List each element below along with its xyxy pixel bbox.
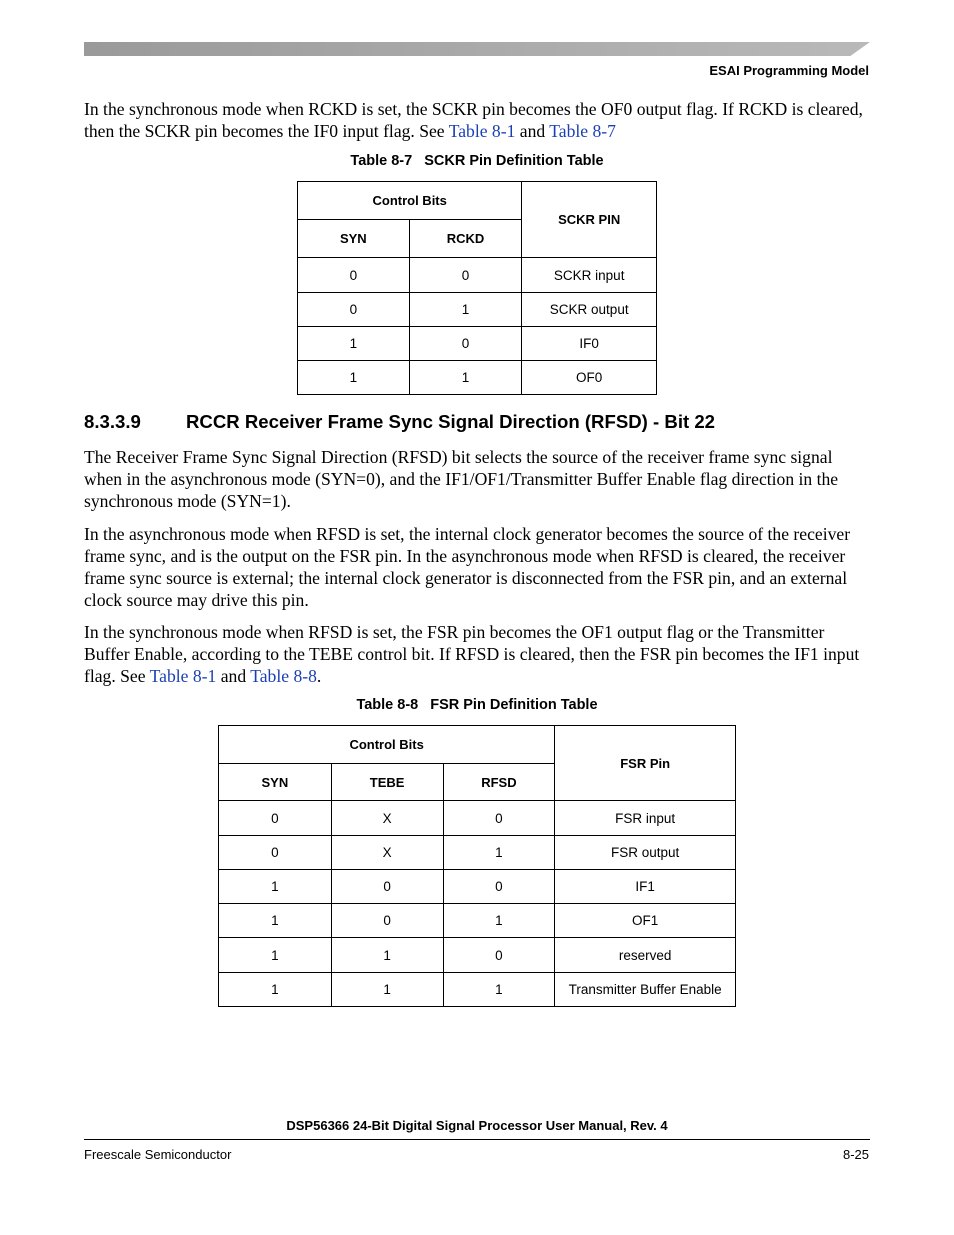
- paragraph-text: In the synchronous mode when RFSD is set, the FSR pin becomes the OF1 output flag or the Transmitter Buffer Enable, according to the TEBE control bit. If RFSD is cleared, then the FSR pin becomes the IF1 input flag. See: [84, 622, 860, 686]
- table-row: [298, 361, 657, 395]
- table-cell: 1: [443, 836, 555, 870]
- footer-company: Freescale Semiconductor: [84, 1147, 232, 1162]
- table-row: [219, 870, 736, 904]
- table-row: [298, 293, 657, 327]
- table-row: [219, 801, 736, 836]
- paragraph-rfsd-intro: The Receiver Frame Sync Signal Direction (RFSD) bit selects the source of the receiver frame sync signal when in the asynchronous mode (SYN=0), and the IF1/OF1/Transmitter Buffer Enable flag direction in the synchronous mode (SYN=1).: [84, 447, 839, 511]
- table-row: [219, 904, 736, 938]
- table-cell: 0: [219, 836, 332, 870]
- syn-header: SYN: [219, 764, 332, 801]
- table-cell: 1: [298, 361, 410, 395]
- paragraph-text: In the synchronous mode when RCKD is set, the SCKR pin becomes the OF0 output flag. If RCKD is cleared, then the SCKR pin becomes the IF0 input flag. See: [84, 99, 863, 141]
- table-cell: 1: [219, 904, 332, 938]
- sckr-pin-table: [297, 181, 657, 395]
- link-table-8-8[interactable]: Table 8-8: [250, 666, 317, 686]
- table-cell: 0: [298, 293, 410, 327]
- table-cell: OF1: [555, 904, 736, 938]
- table-cell: X: [331, 836, 443, 870]
- table-cell: 1: [298, 327, 410, 361]
- footer-manual-title: DSP56366 24-Bit Digital Signal Processor User Manual, Rev. 4: [286, 1118, 668, 1133]
- control-bits-header: Control Bits: [298, 182, 522, 220]
- fsr-pin-table: [218, 725, 736, 1007]
- section-title: RCCR Receiver Frame Sync Signal Direction (RFSD) - Bit 22: [186, 411, 716, 432]
- table-cell: 1: [219, 870, 332, 904]
- table-8-7-caption: [0, 153, 954, 169]
- table-cell: 0: [443, 870, 555, 904]
- table-cell: 0: [331, 870, 443, 904]
- table-cell: 1: [409, 361, 522, 395]
- caption-number: Table 8-7: [350, 153, 413, 169]
- control-bits-header: Control Bits: [219, 726, 555, 764]
- table-cell: 1: [219, 938, 332, 973]
- paragraph-text: .: [316, 666, 322, 686]
- tebe-header: TEBE: [331, 764, 443, 801]
- table-cell: IF0: [522, 327, 657, 361]
- rfsd-header: RFSD: [443, 764, 555, 801]
- caption-title: SCKR Pin Definition Table: [424, 153, 604, 169]
- table-row: [219, 836, 736, 870]
- footer-divider: [84, 1139, 870, 1140]
- paragraph-sckr: [84, 98, 874, 142]
- table-cell: SCKR output: [522, 293, 657, 327]
- table-cell: 1: [443, 973, 555, 1007]
- paragraph-async-mode: In the asynchronous mode when RFSD is set, the internal clock generator becomes the source of the receiver frame sync, and is the output on the FSR pin. In the asynchronous mode when RFSD is cleared, the receiver frame sync source is external; the internal clock generator is disconnected from the FSR pin, and an external clock source may drive this pin.: [84, 524, 851, 610]
- table-cell: 1: [219, 973, 332, 1007]
- table-cell: 0: [331, 904, 443, 938]
- caption-number: Table 8-8: [356, 697, 419, 713]
- table-cell: 1: [331, 938, 443, 973]
- table-cell: FSR input: [555, 801, 736, 836]
- syn-header: SYN: [298, 220, 410, 258]
- paragraph-text: and: [216, 666, 251, 686]
- table-cell: SCKR input: [522, 258, 657, 293]
- table-cell: 1: [409, 293, 522, 327]
- table-cell: 0: [219, 801, 332, 836]
- paragraph-sync-mode: [84, 621, 874, 687]
- header-bar: [84, 42, 870, 56]
- link-table-8-1[interactable]: Table 8-1: [448, 121, 516, 141]
- table-row: [298, 327, 657, 361]
- rckd-header: RCKD: [409, 220, 522, 258]
- table-cell: X: [331, 801, 443, 836]
- link-table-8-1[interactable]: Table 8-1: [149, 666, 217, 686]
- table-cell: reserved: [555, 938, 736, 973]
- section-number: 8.3.3.9: [84, 411, 141, 432]
- paragraph-text: and: [515, 121, 550, 141]
- table-row: [298, 258, 657, 293]
- table-cell: 0: [409, 327, 522, 361]
- sckr-pin-header: SCKR PIN: [522, 182, 657, 258]
- table-cell: 0: [443, 801, 555, 836]
- table-row: [219, 938, 736, 973]
- table-cell: 0: [409, 258, 522, 293]
- table-cell: Transmitter Buffer Enable: [555, 973, 736, 1007]
- caption-title: FSR Pin Definition Table: [430, 697, 598, 713]
- table-cell: 0: [298, 258, 410, 293]
- table-cell: FSR output: [555, 836, 736, 870]
- table-cell: 0: [443, 938, 555, 973]
- table-8-8-caption: [0, 697, 954, 713]
- running-title: ESAI Programming Model: [709, 63, 869, 78]
- table-cell: 1: [443, 904, 555, 938]
- page-number: 8-25: [842, 1147, 869, 1162]
- table-cell: OF0: [522, 361, 657, 395]
- fsr-pin-header: FSR Pin: [555, 726, 736, 801]
- table-row: [219, 973, 736, 1007]
- table-cell: IF1: [555, 870, 736, 904]
- section-heading: [84, 411, 715, 433]
- link-table-8-7[interactable]: Table 8-7: [549, 121, 616, 141]
- table-cell: 1: [331, 973, 443, 1007]
